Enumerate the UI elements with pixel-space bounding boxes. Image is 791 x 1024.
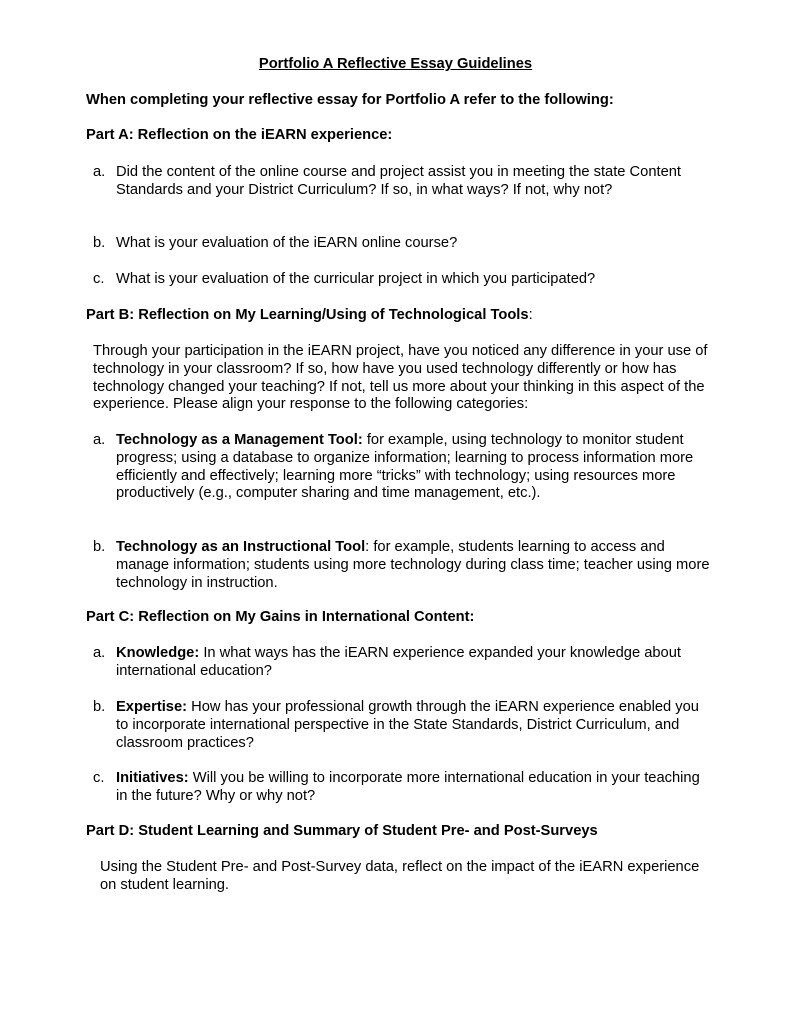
part-b-heading-colon: : bbox=[528, 307, 533, 323]
list-item-text bbox=[116, 770, 713, 806]
part-c-item-a bbox=[93, 645, 713, 681]
item-body: Will you be willing to incorporate more international education in your teaching in the future? Why or why not? bbox=[116, 770, 700, 804]
list-marker: c. bbox=[93, 271, 105, 287]
part-d-heading: Part D: Student Learning and Summary of Student Pre- and Post-Surveys bbox=[86, 823, 598, 839]
part-b-item-a bbox=[93, 432, 713, 503]
part-a-item-b bbox=[93, 235, 713, 253]
list-item-text: Did the content of the online course and project assist you in meeting the state Content Standards and your District Curriculum? If so, in what ways? If not, why not? bbox=[116, 164, 681, 198]
item-body: : for example, students learning to access and manage information; students using more technology during class time; teacher using more technology in instruction. bbox=[116, 539, 710, 591]
list-item-text: What is your evaluation of the curricular project in which you participated? bbox=[116, 271, 596, 287]
part-b-heading-line bbox=[86, 307, 533, 325]
list-marker: b. bbox=[93, 235, 106, 251]
list-item-text bbox=[116, 539, 713, 592]
list-marker: a. bbox=[93, 164, 106, 180]
part-a-heading: Part A: Reflection on the iEARN experience: bbox=[86, 127, 393, 143]
part-c-heading: Part C: Reflection on My Gains in International Content: bbox=[86, 609, 475, 625]
list-marker: b. bbox=[93, 539, 106, 555]
item-body: In what ways has the iEARN experience expanded your knowledge about international education? bbox=[116, 645, 681, 679]
item-body: for example, using technology to monitor student progress; using a database to organize information; learning to process information more efficiently and effectively; learning more “tricks” with technology; using resources more productively (e.g., computer sharing and time management, etc.). bbox=[116, 432, 694, 502]
list-marker: b. bbox=[93, 699, 106, 715]
item-label: Expertise: bbox=[116, 699, 188, 715]
list-item-text bbox=[116, 645, 713, 681]
part-b-paragraph: Through your participation in the iEARN project, have you noticed any difference in your use of technology in your classroom? If so, how have you used technology differently or how has technology changed your teaching? If not, tell us more about your thinking in this aspect of the experience. Please align your response to the following categories: bbox=[93, 343, 708, 413]
list-item-text bbox=[116, 699, 713, 752]
part-d-paragraph: Using the Student Pre- and Post-Survey data, reflect on the impact of the iEARN experience on student learning. bbox=[100, 859, 700, 893]
item-body: How has your professional growth through the iEARN experience enabled you to incorporate international perspective in the State Standards, District Curriculum, and classroom practices? bbox=[116, 699, 699, 751]
item-label: Technology as a Management Tool: bbox=[116, 432, 363, 448]
part-a-item-c bbox=[93, 271, 713, 289]
item-label: Knowledge: bbox=[116, 645, 200, 661]
list-item-text bbox=[116, 432, 713, 503]
list-marker: a. bbox=[93, 432, 106, 448]
part-a-item-a bbox=[93, 164, 713, 200]
part-c-item-c bbox=[93, 770, 713, 806]
part-c-item-b bbox=[93, 699, 713, 752]
list-marker: a. bbox=[93, 645, 106, 661]
part-b-item-b bbox=[93, 539, 713, 592]
intro-instruction: When completing your reflective essay for Portfolio A refer to the following: bbox=[86, 92, 614, 108]
document-title: Portfolio A Reflective Essay Guidelines bbox=[258, 56, 533, 72]
list-item-text: What is your evaluation of the iEARN online course? bbox=[116, 235, 458, 251]
item-label: Technology as an Instructional Tool bbox=[116, 539, 366, 555]
item-label: Initiatives: bbox=[116, 770, 189, 786]
part-b-heading: Part B: Reflection on My Learning/Using of Technological Tools bbox=[86, 307, 529, 323]
list-marker: c. bbox=[93, 770, 105, 786]
